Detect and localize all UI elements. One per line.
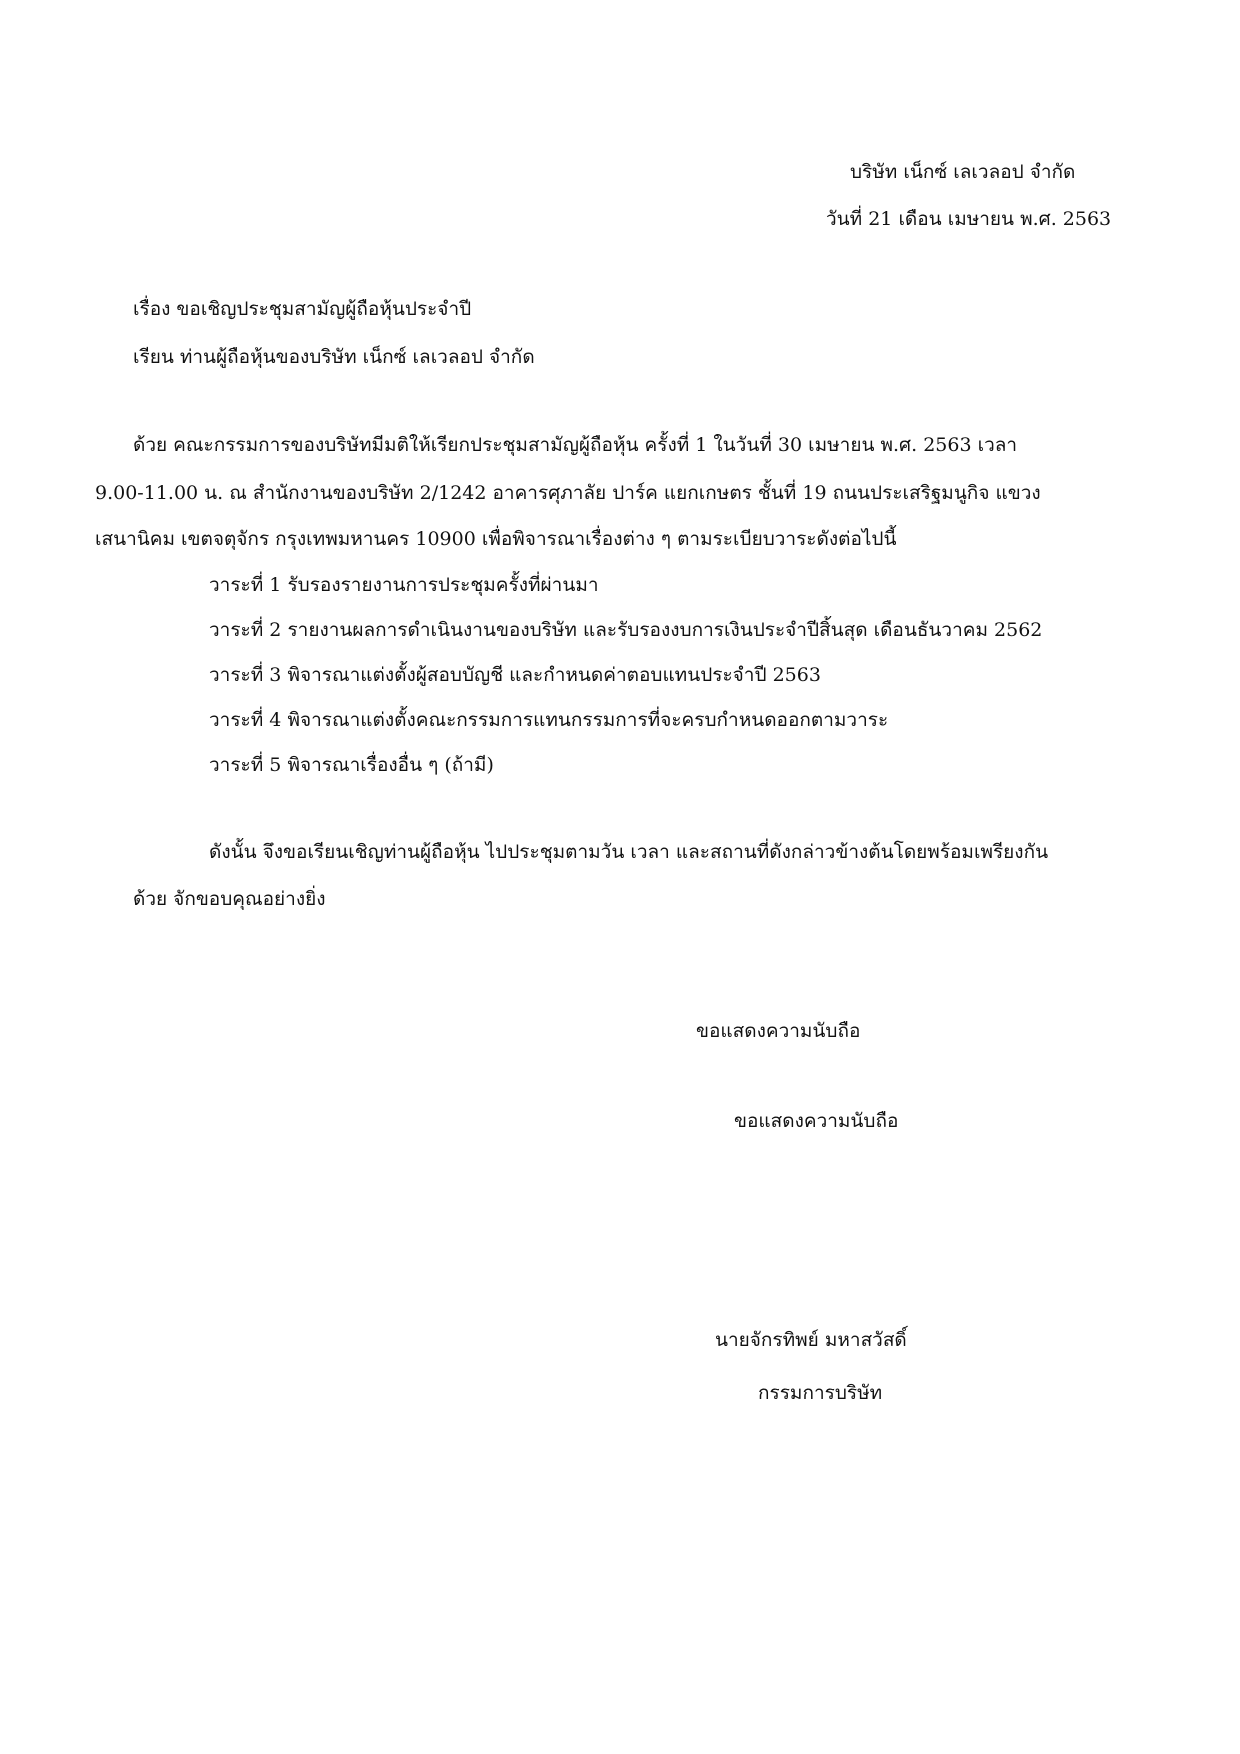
body-line-1: ด้วย คณะกรรมการของบริษัทมีมติให้เรียกประชุมสามัญผู้ถือหุ้น ครั้งที่ 1 ในวันที่ 30 เมษายน พ.ศ. 2563 เวลา <box>133 434 1018 456</box>
regards-text-duplicate: ขอแสดงความนับถือ <box>734 1110 899 1132</box>
body-line-2: 9.00-11.00 น. ณ สำนักงานของบริษัท 2/1242 อาคารศุภาลัย ปาร์ค แยกเกษตร ชั้นที่ 19 ถนนประเสริฐมนูกิจ แขวง <box>95 482 1041 504</box>
agenda-item-1: วาระที่ 1 รับรองรายงานการประชุมครั้งที่ผ่านมา <box>209 574 599 596</box>
subject-line: เรื่อง ขอเชิญประชุมสามัญผู้ถือหุ้นประจำปี <box>133 298 472 320</box>
agenda-item-3: วาระที่ 3 พิจารณาแต่งตั้งผู้สอบบัญชี และกำหนดค่าตอบแทนประจำปี 2563 <box>209 664 821 686</box>
addressee-line: เรียน ท่านผู้ถือหุ้นของบริษัท เน็กซ์ เลเวลอป จำกัด <box>133 346 535 368</box>
signatory-position: กรรมการบริษัท <box>758 1382 883 1404</box>
agenda-item-5: วาระที่ 5 พิจารณาเรื่องอื่น ๆ (ถ้ามี) <box>209 754 494 776</box>
agenda-item-4: วาระที่ 4 พิจารณาแต่งตั้งคณะกรรมการแทนกรรมการที่จะครบกำหนดออกตามวาระ <box>209 709 889 731</box>
closing-line-2: ด้วย จักขอบคุณอย่างยิ่ง <box>133 888 326 910</box>
letter-date: วันที่ 21 เดือน เมษายน พ.ศ. 2563 <box>826 208 1112 230</box>
body-line-3: เสนานิคม เขตจตุจักร กรุงเทพมหานคร 10900 เพื่อพิจารณาเรื่องต่าง ๆ ตามระเบียบวาระดังต่อไปนี้ <box>95 528 897 550</box>
company-name: บริษัท เน็กซ์ เลเวลอป จำกัด <box>850 161 1076 183</box>
regards-text: ขอแสดงความนับถือ <box>696 1020 861 1042</box>
closing-line-1: ดังนั้น จึงขอเรียนเชิญท่านผู้ถือหุ้น ไปประชุมตามวัน เวลา และสถานที่ดังกล่าวข้างต้นโดยพร้อมเพรียงกัน <box>209 841 1049 863</box>
signatory-name: นายจักรทิพย์ มหาสวัสดิ์ <box>715 1329 907 1351</box>
agenda-item-2: วาระที่ 2 รายงานผลการดำเนินงานของบริษัท และรับรองงบการเงินประจำปีสิ้นสุด เดือนธันวาคม 2562 <box>209 619 1043 641</box>
